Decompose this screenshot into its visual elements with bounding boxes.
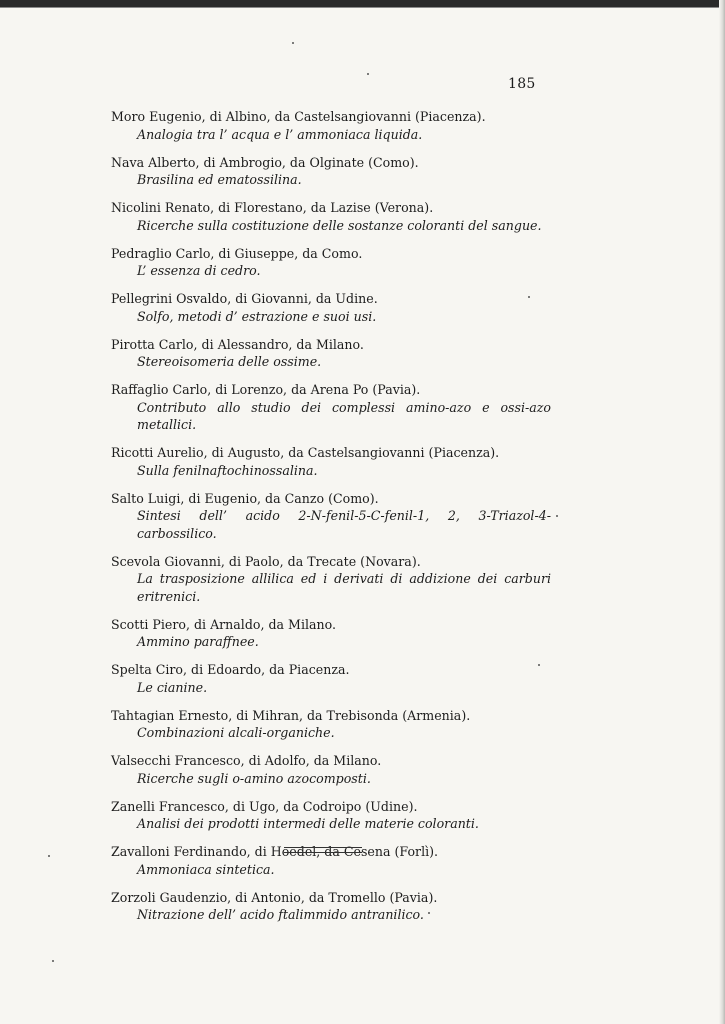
end-rule: [284, 847, 362, 853]
list-item: [111, 661, 551, 696]
entry-author: Salto Luigi, di Eugenio, da Canzo (Como).: [111, 490, 379, 506]
top-border: [0, 0, 725, 7]
entry-author: Zorzoli Gaudenzio, di Antonio, da Tromello (Pavia).: [111, 889, 438, 905]
entry-author: Spelta Ciro, di Edoardo, da Piacenza.: [111, 662, 350, 677]
entry-author: Raffaglio Carlo, di Lorenzo, da Arena Po (Pavia).: [111, 382, 421, 397]
entry-title: La trasposizione allilica ed i derivati di addizione dei carburi eritrenici.: [137, 571, 551, 604]
entry-author: Moro Eugenio, di Albino, da Castelsangiovanni (Piacenza).: [111, 109, 486, 124]
entry-title: L’ essenza di cedro.: [137, 263, 261, 278]
scan-speck: [528, 296, 530, 298]
entry-title: Nitrazione dell’ acido ftalimmido antranilico.: [137, 907, 424, 922]
entry-title: Ammino paraffnee.: [137, 634, 259, 649]
list-item: [111, 381, 551, 434]
list-item: [111, 199, 551, 234]
list-item: [111, 154, 551, 189]
scan-speck: [367, 73, 369, 75]
entry-author: Zanelli Francesco, di Ugo, da Codroipo (Udine).: [111, 798, 418, 814]
list-item: [111, 290, 551, 325]
page-edge: [719, 0, 725, 1024]
entry-author: Zavalloni Ferdinando, di Hoedel, da Cesena (Forlì).: [111, 844, 439, 859]
entry-title: Stereoisomeria delle ossime.: [137, 354, 322, 369]
list-item: [111, 752, 551, 787]
entry-list: [111, 108, 551, 934]
list-item: [111, 889, 551, 924]
list-item: [111, 616, 551, 651]
scan-speck: [52, 960, 54, 962]
list-item: [111, 553, 551, 606]
entry-author: Ricotti Aurelio, di Augusto, da Castelsangiovanni (Piacenza).: [111, 445, 500, 460]
entry-author: Pellegrini Osvaldo, di Giovanni, da Udine.: [111, 291, 378, 306]
entry-title: Le cianine.: [137, 679, 208, 695]
entry-title: Ricerche sugli o-amino azocomposti.: [137, 770, 371, 786]
page-number: 185: [508, 76, 536, 92]
entry-author: Scevola Giovanni, di Paolo, da Trecate (Novara).: [111, 553, 421, 569]
entry-author: Tahtagian Ernesto, di Mihran, da Trebisonda (Armenia).: [111, 707, 471, 723]
scan-speck: [556, 515, 558, 517]
list-item: [111, 490, 551, 543]
entry-author: Valsecchi Francesco, di Adolfo, da Milano.: [111, 753, 382, 768]
entry-title: Ricerche sulla costituzione delle sostanze coloranti del sangue.: [137, 217, 542, 233]
entry-author: Nava Alberto, di Ambrogio, da Olginate (Como).: [111, 154, 419, 170]
entry-title: Analogia tra l’ acqua e l’ ammoniaca liquida.: [137, 126, 423, 142]
entry-author: Pedraglio Carlo, di Giuseppe, da Como.: [111, 245, 363, 261]
entry-author: Scotti Piero, di Arnaldo, da Milano.: [111, 616, 336, 632]
list-item: [111, 798, 551, 833]
list-item: [111, 336, 551, 371]
entry-title: Ammoniaca sintetica.: [137, 861, 275, 877]
entry-title: Combinazioni alcali-organiche.: [137, 725, 335, 740]
list-item: [111, 108, 551, 143]
entry-author: Pirotta Carlo, di Alessandro, da Milano.: [111, 336, 364, 352]
entry-title: Sulla fenilnaftochinossalina.: [137, 462, 318, 478]
entry-title: Contributo allo studio dei complessi amino-azo e ossi-azo metallici.: [137, 399, 551, 432]
entry-title: Solfo, metodi d’ estrazione e suoi usi.: [137, 308, 377, 324]
top-border-thin: [0, 7, 725, 8]
list-item: [111, 707, 551, 742]
scan-speck: [538, 664, 540, 666]
entry-title: Brasilina ed ematossilina.: [137, 172, 302, 187]
scan-speck: [292, 42, 294, 44]
entry-title: Analisi dei prodotti intermedi delle materie coloranti.: [137, 816, 479, 831]
entry-title: Sintesi dell’ acido 2-N-fenil-5-C-fenil-1, 2, 3-Triazol-4-carbossilico.: [137, 508, 551, 541]
scan-speck: [48, 855, 50, 857]
list-item: [111, 245, 551, 280]
entry-author: Nicolini Renato, di Florestano, da Lazise (Verona).: [111, 200, 434, 215]
list-item: [111, 444, 551, 479]
scan-speck: [428, 912, 430, 914]
